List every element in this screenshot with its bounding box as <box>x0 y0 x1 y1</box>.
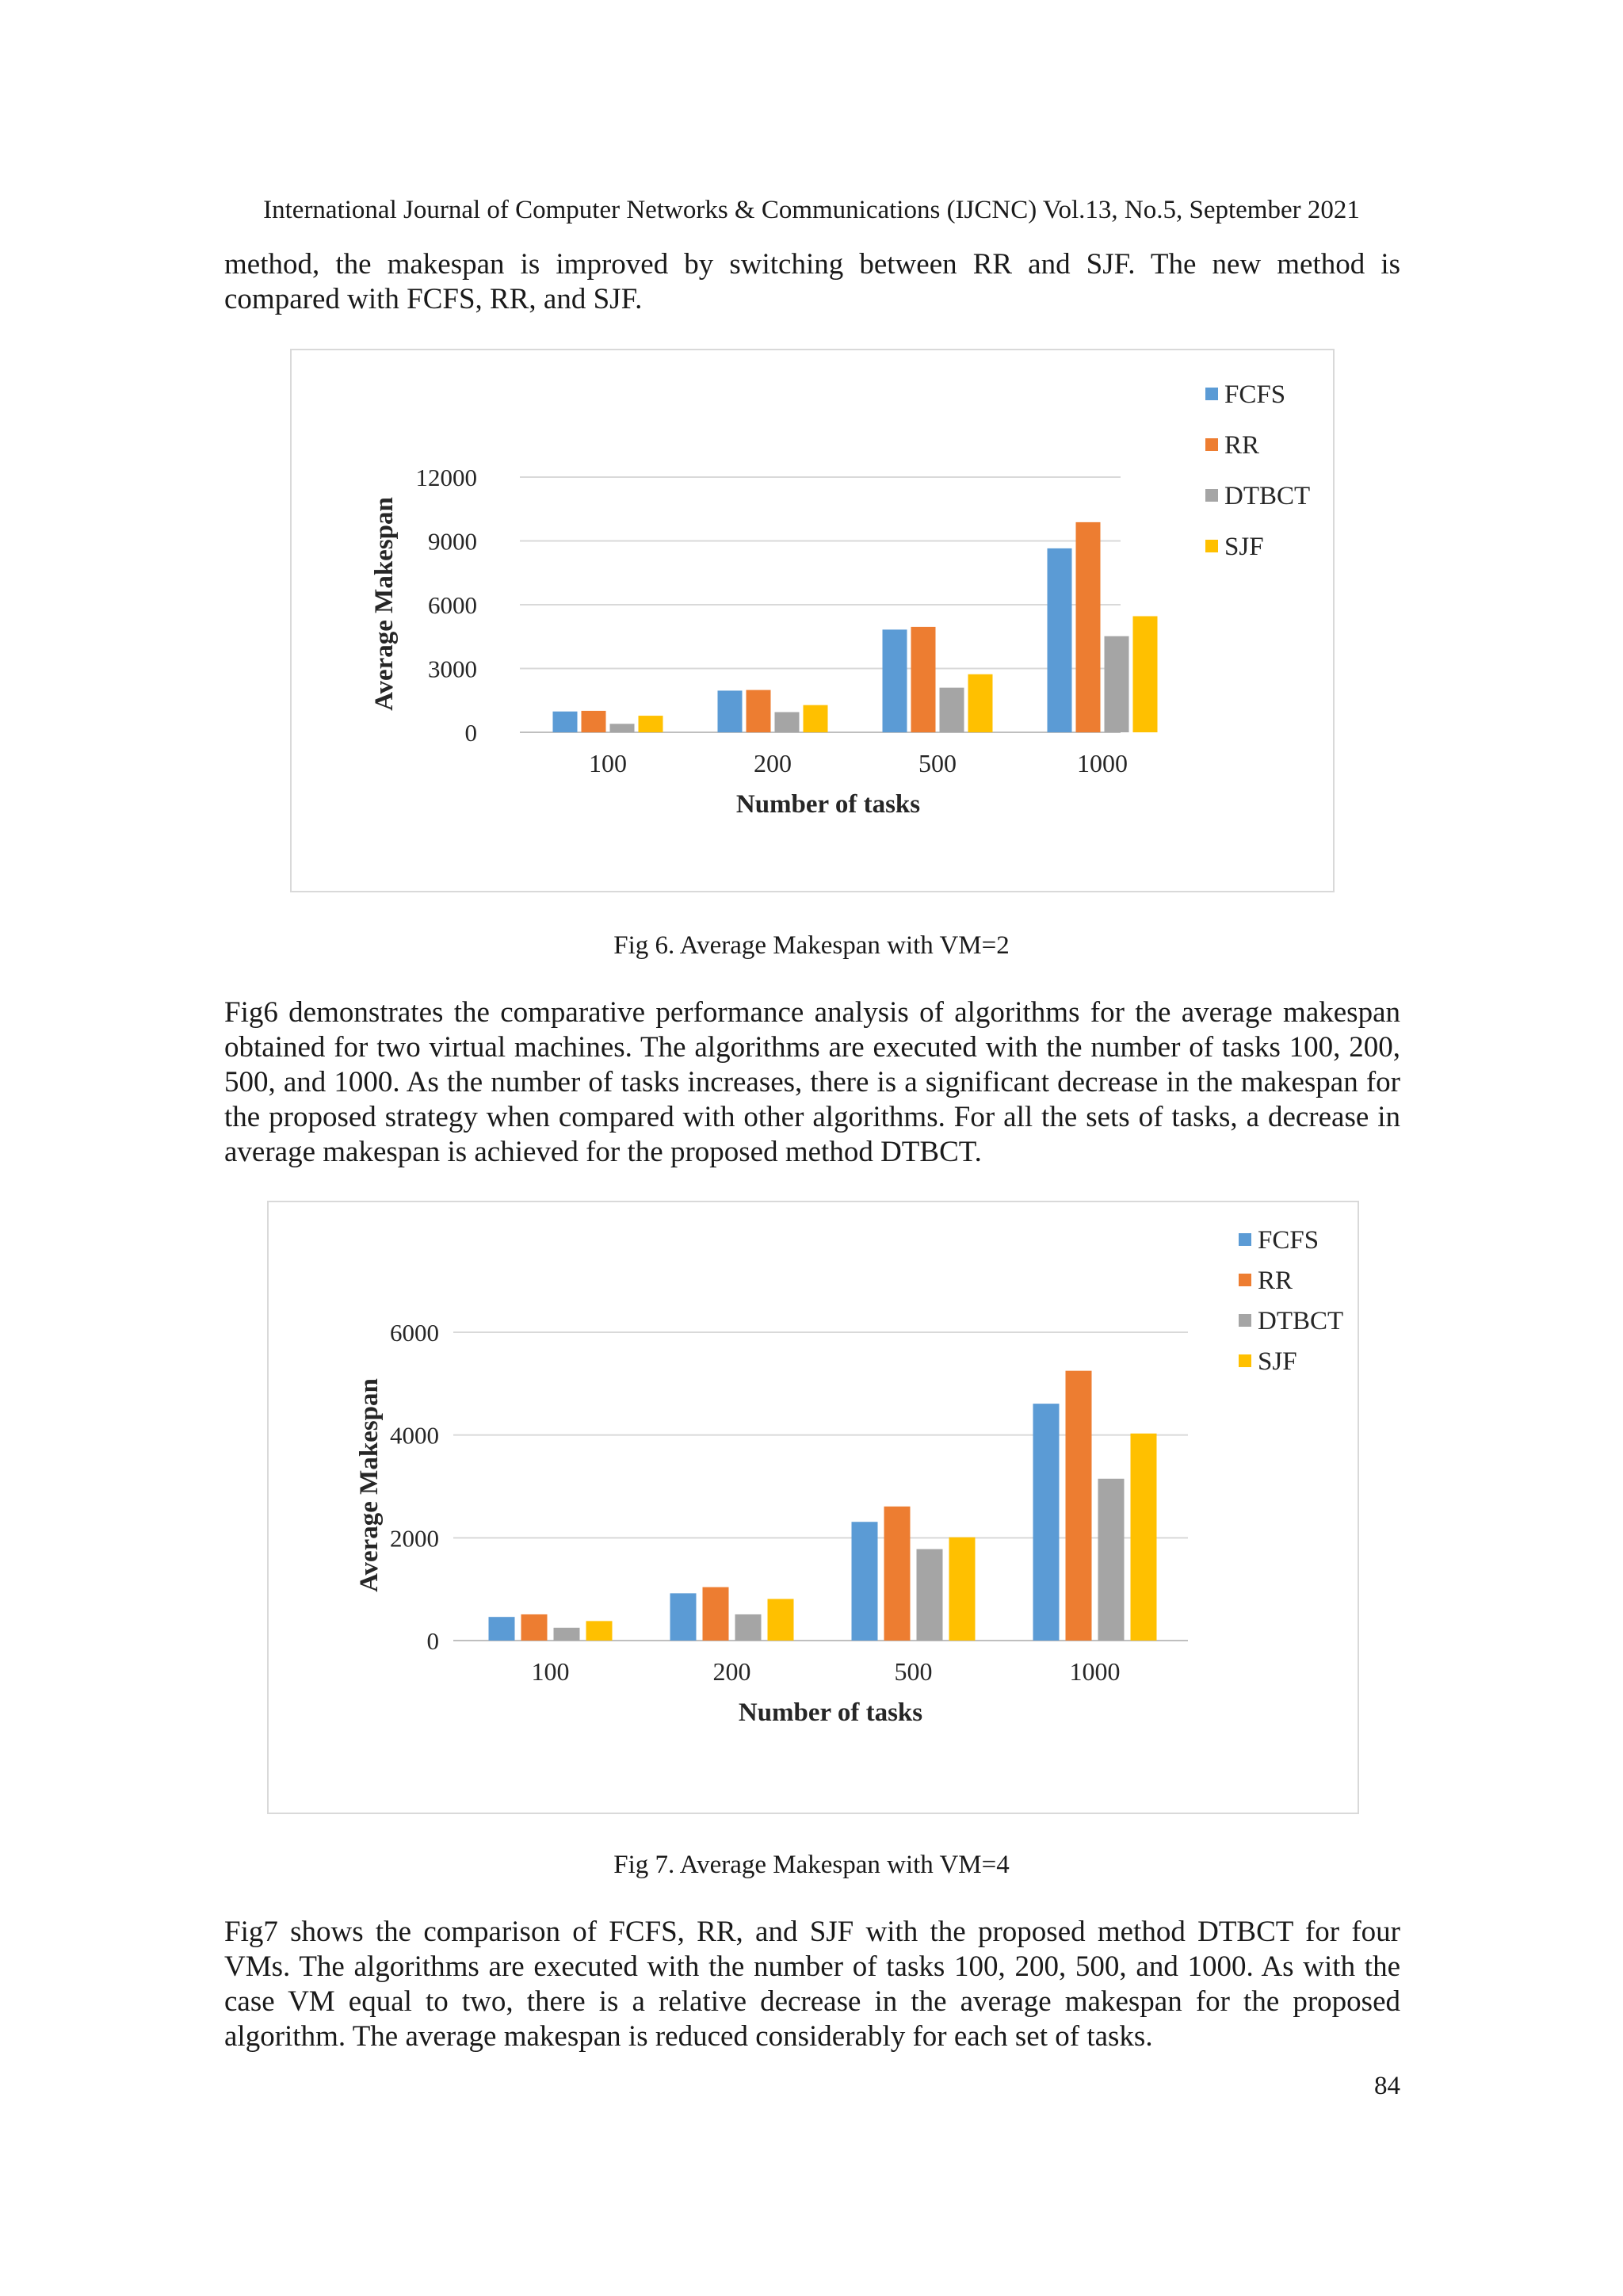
legend-swatch-fcfs <box>1239 1233 1251 1246</box>
bar-sjf-500 <box>949 1538 976 1641</box>
x-tick-label: 1000 <box>1069 1657 1121 1686</box>
bar-dtbct-200 <box>735 1614 762 1641</box>
legend-label-fcfs: FCFS <box>1224 380 1286 409</box>
caption-fig7: Fig 7. Average Makespan with VM=4 <box>613 1851 1010 1879</box>
x-tick-label: 100 <box>531 1657 570 1686</box>
bar-sjf-200 <box>768 1599 794 1641</box>
legend-swatch-fcfs <box>1205 388 1218 400</box>
bar-dtbct-1000 <box>1098 1479 1125 1641</box>
x-tick-label: 200 <box>712 1657 751 1686</box>
bar-sjf-200 <box>804 705 828 732</box>
chart-fig6 <box>290 349 1335 892</box>
legend-swatch-rr <box>1239 1274 1251 1286</box>
x-tick-label: 500 <box>894 1657 933 1686</box>
page-number: 84 <box>1374 2072 1400 2100</box>
legend-label-dtbct: DTBCT <box>1224 482 1311 510</box>
bar-rr-100 <box>582 711 606 732</box>
legend-label-sjf: SJF <box>1224 533 1264 561</box>
legend-label-rr: RR <box>1258 1266 1293 1295</box>
bar-fcfs-200 <box>718 690 743 732</box>
bar-fcfs-200 <box>670 1593 697 1641</box>
x-tick-label: 500 <box>918 749 957 777</box>
bar-fcfs-500 <box>883 629 907 732</box>
chart-fig7-svg <box>269 1202 1361 1816</box>
legend-swatch-dtbct <box>1239 1314 1251 1327</box>
bar-dtbct-500 <box>917 1549 943 1641</box>
bar-dtbct-200 <box>775 712 800 732</box>
legend-label-sjf: SJF <box>1258 1347 1297 1376</box>
x-tick-label: 100 <box>589 749 627 777</box>
bar-rr-1000 <box>1066 1371 1092 1641</box>
legend-label-fcfs: FCFS <box>1258 1226 1319 1255</box>
bar-sjf-500 <box>968 674 993 732</box>
legend-swatch-sjf <box>1205 540 1218 552</box>
y-tick-label: 12000 <box>415 464 477 491</box>
legend-swatch-dtbct <box>1205 489 1218 502</box>
x-tick-label: 200 <box>754 749 792 777</box>
bar-dtbct-100 <box>554 1628 580 1641</box>
caption-fig6: Fig 6. Average Makespan with VM=2 <box>613 931 1010 960</box>
bar-fcfs-1000 <box>1048 548 1072 732</box>
legend-label-dtbct: DTBCT <box>1258 1307 1344 1335</box>
bar-rr-500 <box>911 627 936 732</box>
legend-label-rr: RR <box>1224 431 1260 460</box>
paragraph-fig7-discussion: Fig7 shows the comparison of FCFS, RR, and SJF with the proposed method DTBCT for four VMs. The algorithms are executed with the number of tasks 100, 200, 500, and 1000. As with the case VM equal to two, there is a relative decrease in the average makespan for the proposed algorithm. The average makespan is reduced considerably for each set of tasks. <box>224 1916 1400 2053</box>
y-tick-label: 9000 <box>428 527 477 556</box>
bar-rr-1000 <box>1076 522 1101 732</box>
bar-fcfs-500 <box>852 1522 878 1641</box>
bar-fcfs-1000 <box>1033 1404 1060 1641</box>
x-axis-title: Number of tasks <box>738 1698 923 1727</box>
paragraph-intro: method, the makespan is improved by switching between RR and SJF. The new method is compared with FCFS, RR, and SJF. <box>224 248 1400 315</box>
y-tick-label: 6000 <box>428 591 477 619</box>
running-header: International Journal of Computer Networks & Communications (IJCNC) Vol.13, No.5, September 2021 <box>263 196 1360 224</box>
chart-fig6-svg <box>292 350 1336 894</box>
y-axis-title: Average Makespan <box>370 497 399 711</box>
bar-dtbct-100 <box>610 724 635 732</box>
bar-fcfs-100 <box>489 1617 515 1641</box>
bar-rr-100 <box>521 1614 548 1641</box>
bar-sjf-1000 <box>1133 616 1158 732</box>
bar-dtbct-1000 <box>1105 636 1129 732</box>
bar-sjf-1000 <box>1131 1434 1157 1641</box>
x-tick-label: 1000 <box>1077 749 1128 777</box>
bar-rr-500 <box>884 1507 911 1641</box>
y-axis-title: Average Makespan <box>355 1378 384 1592</box>
bar-rr-200 <box>747 690 771 732</box>
bar-sjf-100 <box>639 716 663 732</box>
x-axis-title: Number of tasks <box>735 790 921 819</box>
bar-sjf-100 <box>586 1621 613 1641</box>
bar-dtbct-500 <box>940 688 964 732</box>
bar-rr-200 <box>703 1587 729 1641</box>
legend-swatch-rr <box>1205 438 1218 451</box>
chart-fig7 <box>267 1201 1359 1814</box>
y-tick-label: 2000 <box>390 1524 439 1553</box>
legend-swatch-sjf <box>1239 1354 1251 1367</box>
y-tick-label: 0 <box>464 719 477 747</box>
y-tick-label: 6000 <box>390 1319 439 1347</box>
paragraph-fig6-discussion: Fig6 demonstrates the comparative performance analysis of algorithms for the average makespan obtained for two virtual machines. The algorithms are executed with the number of tasks 100, 200, 500, and 1000. As the number of tasks increases, there is a significant decrease in the makespan for the proposed strategy when compared with other algorithms. For all the sets of tasks, a decrease in average makespan is achieved for the proposed method DTBCT. <box>224 996 1400 1168</box>
y-tick-label: 4000 <box>390 1421 439 1450</box>
y-tick-label: 0 <box>426 1627 439 1655</box>
y-tick-label: 3000 <box>428 655 477 683</box>
bar-fcfs-100 <box>553 712 578 732</box>
